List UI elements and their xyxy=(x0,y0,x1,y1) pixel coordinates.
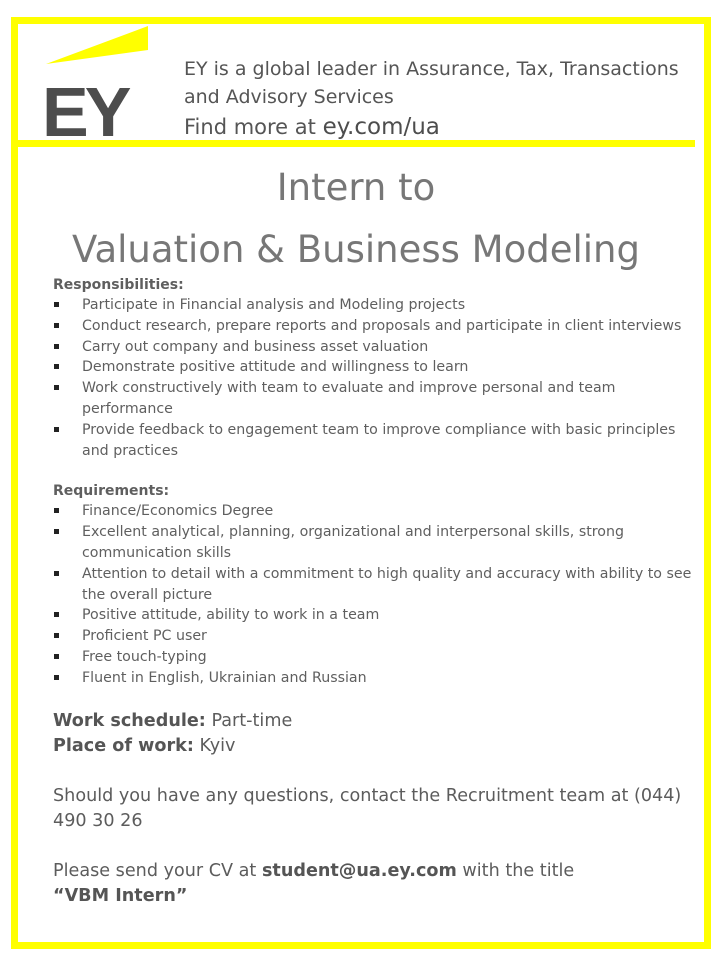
section-gap xyxy=(53,759,693,784)
list-item xyxy=(53,564,693,606)
responsibilities-list xyxy=(53,295,693,461)
cv-suffix: with the title xyxy=(456,860,575,881)
list-item xyxy=(53,295,693,316)
bullet-icon xyxy=(54,344,59,349)
list-item-text: Provide feedback to engagement team to improve compliance with basic principles and practices xyxy=(82,421,676,459)
place-of-work-value: Kyiv xyxy=(193,735,236,756)
place-of-work-label: Place of work: xyxy=(53,735,194,756)
bullet-icon xyxy=(54,571,59,576)
find-more-line xyxy=(184,113,679,141)
responsibilities-heading: Responsibilities: xyxy=(53,277,184,293)
list-item-text: Positive attitude, ability to work in a team xyxy=(82,607,380,624)
requirements-list xyxy=(53,501,693,688)
list-item xyxy=(53,316,693,337)
header-tagline xyxy=(184,55,679,141)
svg-text:EY: EY xyxy=(42,73,128,138)
list-item-text: Finance/Economics Degree xyxy=(82,503,274,520)
cv-instructions xyxy=(53,859,693,884)
cv-email-link[interactable]: student@ua.ey.com xyxy=(261,860,457,881)
bullet-icon xyxy=(54,633,59,638)
section-gap xyxy=(53,834,693,859)
list-item xyxy=(53,605,693,626)
work-schedule-value: Part-time xyxy=(205,710,293,731)
list-item xyxy=(53,501,693,522)
cv-title: “VBM Intern” xyxy=(53,885,188,906)
bullet-icon xyxy=(54,654,59,659)
list-item xyxy=(53,378,693,420)
list-item-text: Excellent analytical, planning, organizational and interpersonal skills, strong communication skills xyxy=(82,524,624,561)
list-item-text: Work constructively with team to evaluate and improve personal and team performance xyxy=(82,380,616,417)
header-divider xyxy=(11,140,695,147)
list-item-text: Demonstrate positive attitude and willingness to learn xyxy=(82,359,469,376)
ey-website-link[interactable]: ey.com/ua xyxy=(322,114,440,140)
bullet-icon xyxy=(54,385,59,390)
list-item-text: Proficient PC user xyxy=(82,628,207,645)
cv-title-line xyxy=(53,884,693,909)
list-item-text: Fluent in English, Ukrainian and Russian xyxy=(82,669,367,686)
title-line-2: Valuation & Business Modeling xyxy=(72,228,640,271)
bullet-icon xyxy=(54,323,59,328)
list-item xyxy=(53,420,693,462)
title-line-1: Intern to xyxy=(276,166,436,209)
list-item-text: Carry out company and business asset valuation xyxy=(82,338,429,355)
list-item xyxy=(53,357,693,378)
list-item-text: Free touch-typing xyxy=(82,648,207,665)
bullet-icon xyxy=(54,364,59,369)
cv-prefix: Please send your CV at xyxy=(53,860,262,881)
section-gap xyxy=(53,461,693,481)
list-item xyxy=(53,626,693,647)
tagline-line-2: and Advisory Services xyxy=(184,86,394,108)
bullet-icon xyxy=(54,302,59,307)
bullet-icon xyxy=(54,675,59,680)
list-item-text: Attention to detail with a commitment to high quality and accuracy with ability to see the overall picture xyxy=(82,565,692,603)
ey-logo xyxy=(42,26,152,138)
list-item xyxy=(53,522,693,564)
bullet-icon xyxy=(54,612,59,617)
list-item xyxy=(53,337,693,358)
section-gap xyxy=(53,689,693,709)
list-item-text: Conduct research, prepare reports and proposals and participate in client interviews xyxy=(82,317,682,334)
vacancy-content xyxy=(53,275,693,909)
find-more-text: Find more at xyxy=(184,115,323,139)
bullet-icon xyxy=(54,427,59,432)
questions-text: Should you have any questions, contact the Recruitment team at (044) 490 30 26 xyxy=(53,785,682,831)
work-schedule xyxy=(53,709,693,734)
requirements-heading: Requirements: xyxy=(53,483,170,500)
work-schedule-label: Work schedule: xyxy=(53,710,206,731)
page-title xyxy=(0,157,712,281)
list-item xyxy=(53,647,693,668)
list-item xyxy=(53,668,693,689)
tagline-line-1: EY is a global leader in Assurance, Tax, Transactions xyxy=(184,58,679,80)
place-of-work xyxy=(53,734,693,759)
bullet-icon xyxy=(54,508,59,513)
list-item-text: Participate in Financial analysis and Modeling projects xyxy=(82,297,466,313)
bullet-icon xyxy=(54,529,59,534)
